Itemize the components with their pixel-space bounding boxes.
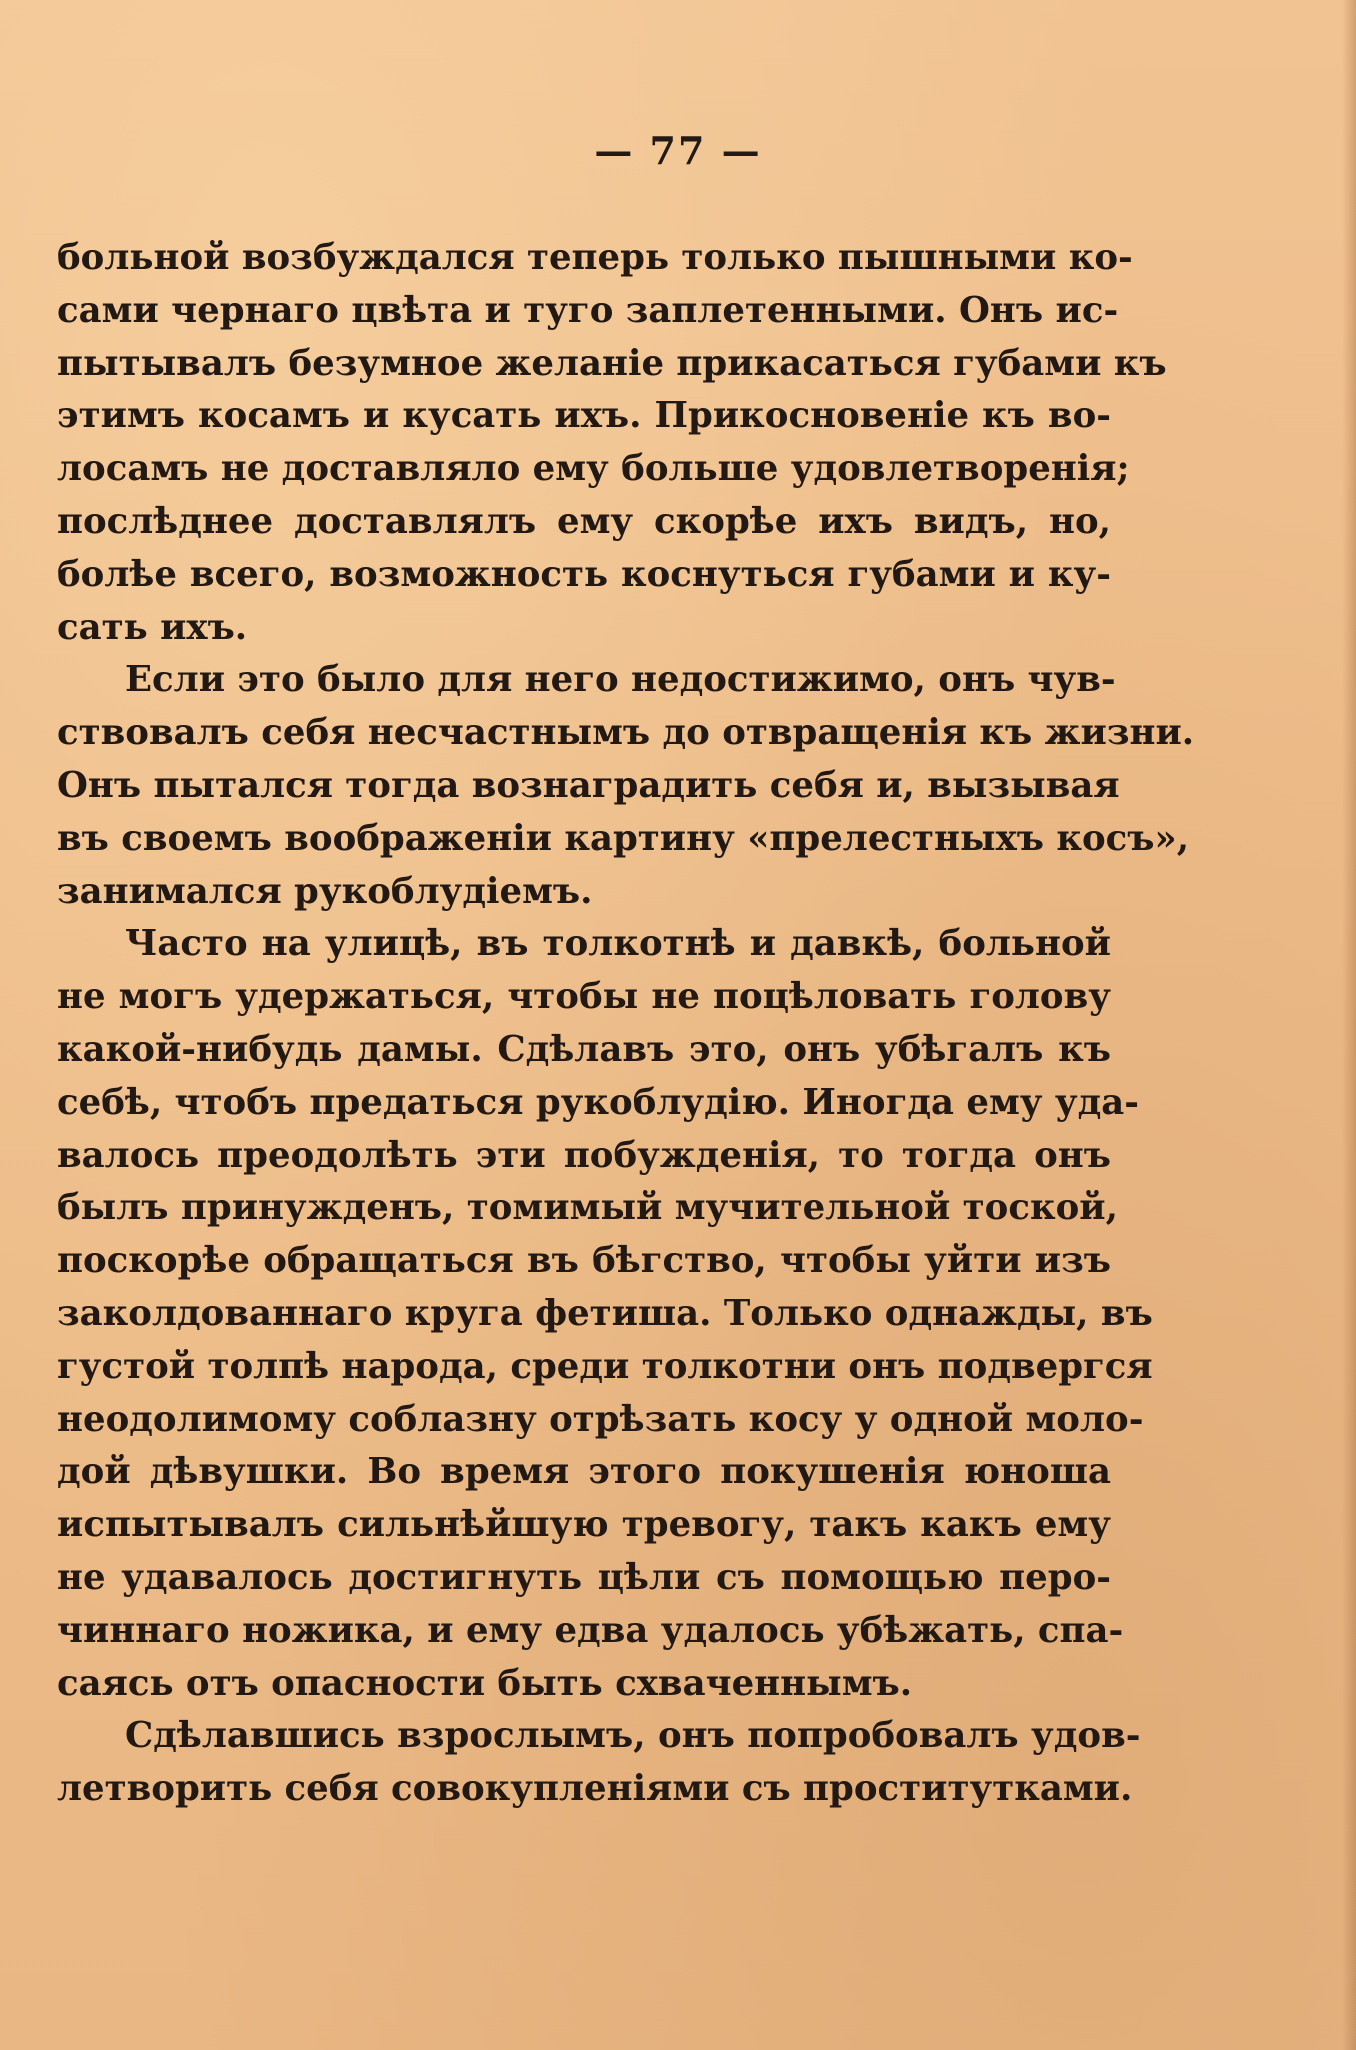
text-line: саясь отъ опасности быть схваченнымъ. bbox=[57, 1662, 913, 1704]
text-line: себѣ, чтобъ предаться рукоблудію. Иногда ему уда- bbox=[57, 1081, 1140, 1123]
text-line: какой-нибудь дамы. Сдѣлавъ это, онъ убѣгалъ къ bbox=[57, 1028, 1111, 1070]
body-text bbox=[57, 232, 1195, 1816]
text-line: густой толпѣ народа, среди толкотни онъ подвергся bbox=[57, 1345, 1153, 1387]
page-number: — 77 — bbox=[594, 128, 762, 173]
text-line: занимался рукоблудіемъ. bbox=[57, 870, 593, 912]
text-line: неодолимому соблазну отрѣзать косу у одной моло- bbox=[57, 1398, 1144, 1440]
text-line: сать ихъ. bbox=[57, 606, 248, 648]
text-line: не удавалось достигнуть цѣли съ помощью перо- bbox=[57, 1556, 1111, 1598]
text-line: Сдѣлавшись взрослымъ, онъ попробовалъ удов- bbox=[125, 1715, 1141, 1757]
text-line: испытывалъ сильнѣйшую тревогу, такъ какъ ему bbox=[57, 1504, 1111, 1546]
text-line: болѣе всего, возможность коснуться губами и ку- bbox=[57, 553, 1111, 595]
text-line: пытывалъ безумное желаніе прикасаться губами къ bbox=[57, 342, 1167, 384]
text-line: послѣднее доставлялъ ему скорѣе ихъ видъ, но, bbox=[57, 500, 1111, 542]
text-line: чиннаго ножика, и ему едва удалось убѣжать, спа- bbox=[57, 1609, 1124, 1651]
text-line: былъ принужденъ, томимый мучительной тоской, bbox=[57, 1187, 1118, 1229]
text-line: поскорѣе обращаться въ бѣгство, чтобы уйти изъ bbox=[57, 1240, 1111, 1282]
text-line: больной возбуждался теперь только пышными ко- bbox=[57, 237, 1133, 278]
page-edge-shadow bbox=[1342, 0, 1356, 2050]
text-line: ствовалъ себя несчастнымъ до отвращенія къ жизни. bbox=[57, 712, 1195, 754]
text-line: заколдованнаго круга фетиша. Только однажды, въ bbox=[57, 1292, 1153, 1334]
text-line: сами чернаго цвѣта и туго заплетенными. Онъ ис- bbox=[57, 289, 1119, 331]
text-line: летворить себя совокупленіями съ проститутками. bbox=[57, 1768, 1133, 1810]
text-line: Онъ пытался тогда вознаградить себя и, вызывая bbox=[57, 764, 1120, 806]
text-line: этимъ косамъ и кусать ихъ. Прикосновеніе къ во- bbox=[57, 395, 1111, 437]
text-line: не могъ удержаться, чтобы не поцѣловать голову bbox=[57, 976, 1111, 1018]
text-line: въ своемъ воображеніи картину «прелестныхъ косъ», bbox=[57, 817, 1190, 859]
text-line: валось преодолѣть эти побужденія, то тогда онъ bbox=[57, 1134, 1111, 1176]
text-line: лосамъ не доставляло ему больше удовлетворенія; bbox=[57, 448, 1130, 490]
text-line: дой дѣвушки. Во время этого покушенія юноша bbox=[57, 1451, 1111, 1493]
text-line: Часто на улицѣ, въ толкотнѣ и давкѣ, больной bbox=[125, 923, 1111, 965]
text-line: Если это было для него недостижимо, онъ чув- bbox=[125, 659, 1116, 701]
